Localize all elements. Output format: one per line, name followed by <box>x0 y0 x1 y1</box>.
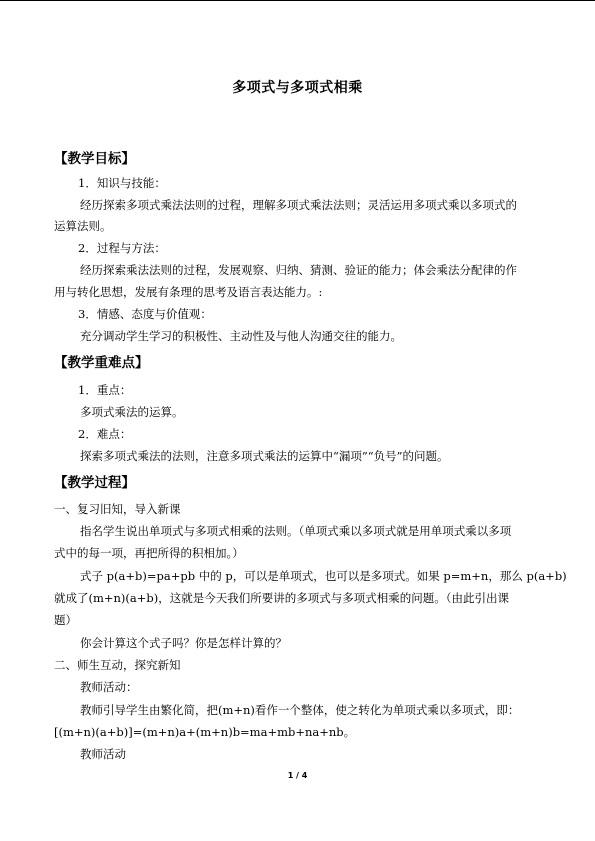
goal-2-heading: 2．过程与方法： <box>78 241 166 255</box>
goal-3-heading: 3．情感、态度与价值观： <box>78 307 212 321</box>
process-2-formula: [(m+n)(a+b)]=(m+n)a+(m+n)b=ma+mb+na+nb。 <box>54 725 356 739</box>
process-1-question: 你会计算这个式子吗？你是怎样计算的？ <box>80 636 287 650</box>
goal-1-text-line1: 经历探索多项式乘法法则的过程，理解多项式乘法法则；灵活运用多项式乘以多项式的 <box>80 198 517 212</box>
process-step-1-heading: 一、复习旧知，导入新课 <box>54 502 181 516</box>
teacher-activity-label-2: 教师活动 <box>80 747 126 761</box>
page-number: 1 / 4 <box>287 771 308 780</box>
process-1-formula-line2: 就成了(m+n)(a+b)，这就是今天我们所要讲的多项式与多项式相乘的问题。（由此引出课 <box>54 591 509 605</box>
goal-2-text-line2: 用与转化思想，发展有条理的思考及语言表达能力。: <box>54 285 323 299</box>
section-heading-process: 【教学过程】 <box>54 475 135 491</box>
goal-3-text: 充分调动学生学习的积极性、主动性及与他人沟通交往的能力。 <box>80 329 402 343</box>
keypoint-2-text: 探索多项式乘法的法则，注意多项式乘法的运算中“漏项”“负号”的问题。 <box>80 449 449 463</box>
goal-1-heading: 1．知识与技能： <box>78 176 166 190</box>
section-heading-keypoints: 【教学重难点】 <box>54 355 149 371</box>
process-1-formula-line1: 式子 p(a+b)=pa+pb 中的 p，可以是单项式，也可以是多项式。如果 p=m+n，那么 p(a+b) <box>80 569 567 583</box>
process-step-2-heading: 二、师生互动，探究新知 <box>54 658 181 672</box>
goal-1-text-line2: 运算法则。 <box>54 219 112 233</box>
teacher-activity-label: 教师活动： <box>80 680 138 694</box>
process-1-text-line1: 指名学生说出单项式与多项式相乘的法则。（单项式乘以多项式就是用单项式乘以多项 <box>80 524 512 538</box>
section-heading-goals: 【教学目标】 <box>54 151 135 167</box>
keypoint-1-text: 多项式乘法的运算。 <box>80 405 184 419</box>
process-1-formula-line3: 题） <box>54 613 77 627</box>
keypoint-1-heading: 1．重点： <box>78 383 132 397</box>
keypoint-2-heading: 2．难点： <box>78 427 132 441</box>
process-2-text-line1: 教师引导学生由繁化简，把(m+n)看作一个整体，使之转化为单项式乘以多项式，即： <box>80 703 520 717</box>
page-title: 多项式与多项式相乘 <box>232 80 363 96</box>
process-1-text-line2: 式中的每一项，再把所得的积相加。） <box>54 546 244 560</box>
goal-2-text-line1: 经历探索乘法法则的过程，发展观察、归纳、猜测、验证的能力；体会乘法分配律的作 <box>80 263 517 277</box>
